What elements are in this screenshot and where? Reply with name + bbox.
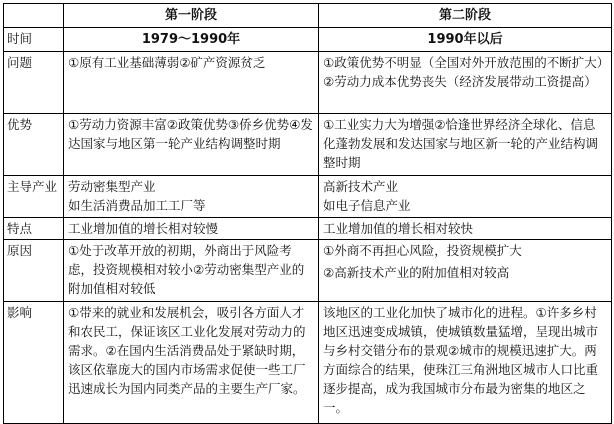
reason-stage2 xyxy=(319,240,612,302)
header-blank-cell xyxy=(4,4,64,28)
time-stage2: 1990年以后 xyxy=(319,28,612,52)
comparison-table xyxy=(3,3,612,424)
row-reason xyxy=(4,240,612,302)
impact-stage1: ①带来的就业和发展机会，吸引各方面人才和农民工，保证该区工业化发展对劳动力的需求。②在国内生活消费品处于紧缺时期，该区依靠庞大的国内市场需求促使一些工厂迅速成长为国内同类产品的主要生产厂家。 xyxy=(64,302,319,424)
row-label-impact: 影响 xyxy=(4,302,64,424)
row-label-problem: 问题 xyxy=(4,52,64,114)
advantage-stage2: ①工业实力大为增强②恰逢世界经济全球化、信息化蓬勃发展和发达国家与地区新一轮的产业结构调整时期 xyxy=(319,114,612,176)
row-impact xyxy=(4,302,612,424)
reason-stage1: ①处于改革开放的初期，外商出于风险考虑，投资规模相对较小②劳动密集型产业的附加值相对较低 xyxy=(64,240,319,302)
problem-stage1: ①原有工业基础薄弱②矿产资源贫乏 xyxy=(64,52,319,114)
header-stage1: 第一阶段 xyxy=(64,4,319,28)
time-stage1: 1979～1990年 xyxy=(64,28,319,52)
reason-stage2-line: ②高新技术产业的附加值相对较高 xyxy=(323,265,510,280)
feature-stage1: 工业增加值的增长相对较慢 xyxy=(64,218,319,240)
row-label-leading-industry: 主导产业 xyxy=(4,176,64,218)
table-header-row xyxy=(4,4,612,28)
leading-industry-stage2-line: 高新技术产业 xyxy=(323,179,399,194)
feature-stage2: 工业增加值的增长相对较快 xyxy=(319,218,612,240)
reason-stage2-line: ①外商不再担心风险，投资规模扩大 xyxy=(323,243,522,258)
problem-stage2: ①政策优势不明显（全国对外开放范围的不断扩大）②劳动力成本优势丧失（经济发展带动工资提高） xyxy=(319,52,612,114)
row-time xyxy=(4,28,612,52)
advantage-stage1: ①劳动力资源丰富②政策优势③侨乡优势④发达国家与地区第一轮产业结构调整时期 xyxy=(64,114,319,176)
leading-industry-stage2-line: 如电子信息产业 xyxy=(323,198,411,213)
impact-stage2: 该地区的工业化加快了城市化的进程。①许多乡村地区迅速变成城镇，使城镇数量猛增，呈现出城市与乡村交错分布的景观②城市的规模迅速扩大。两方面综合的结果，使珠江三角洲地区城市人口比重逐步提高，成为我国城市分布最为密集的地区之一。 xyxy=(319,302,612,424)
row-label-advantage: 优势 xyxy=(4,114,64,176)
row-advantage xyxy=(4,114,612,176)
leading-industry-stage1-line: 劳动密集型产业 xyxy=(68,179,156,194)
leading-industry-stage2 xyxy=(319,176,612,218)
leading-industry-stage1 xyxy=(64,176,319,218)
row-problem xyxy=(4,52,612,114)
row-label-feature: 特点 xyxy=(4,218,64,240)
header-stage2: 第二阶段 xyxy=(319,4,612,28)
leading-industry-stage1-line: 如生活消费品加工工厂等 xyxy=(68,198,206,213)
row-label-reason: 原因 xyxy=(4,240,64,302)
row-label-time: 时间 xyxy=(4,28,64,52)
row-feature xyxy=(4,218,612,240)
row-leading-industry xyxy=(4,176,612,218)
